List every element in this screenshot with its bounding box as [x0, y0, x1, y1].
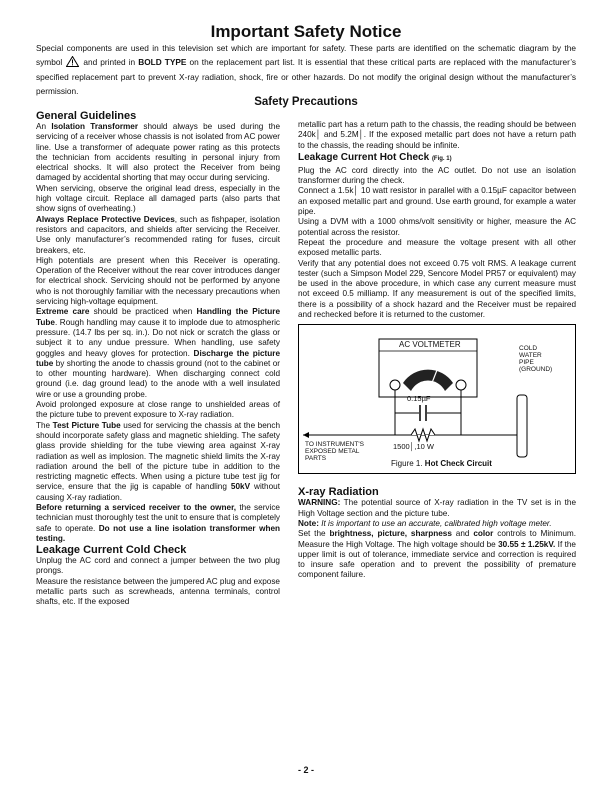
exposure-paragraph: Avoid prolonged exposure at close range to unshielded areas of the picture tube to prevent exposure to X-ray radiation.: [36, 400, 280, 420]
text: The: [36, 420, 53, 430]
discharge-term: Discharge the picture tube: [36, 348, 280, 368]
cold-check-p1: Unplug the AC cord and connect a jumper between the two plug prongs.: [36, 556, 280, 576]
text: . Rough handling may cause it to implode due to atmospheric pressure. (14.7 lbs per sq. in.). Do not nick or scratch the glass or subject it to any undue pressure. When handling, use safety goggles and heavy gloves for protection.: [36, 317, 280, 358]
figure-reference: (Fig. 1): [431, 155, 452, 162]
high-voltage-value: 30.55 ± 1.25kV.: [498, 539, 556, 549]
intro-text-1: Special components are used in this television set which are important for safety. These parts are identified on the schematic diagram by the symbol: [36, 43, 576, 67]
intro-text-2: and printed in: [83, 56, 136, 67]
cold-water-pipe-label: COLD WATER PIPE (GROUND): [519, 345, 553, 374]
meter-scale: [403, 370, 453, 391]
picture-tube-paragraph: [36, 307, 280, 400]
voltmeter-label: AC VOLTMETER: [399, 340, 461, 350]
no-isolation-term: Do not use a line isolation transformer when testing.: [36, 523, 281, 543]
xray-warning: [298, 498, 576, 519]
text: and: [451, 529, 474, 539]
caption-number: Figure 1.: [391, 459, 425, 469]
hot-check-circuit-figure: [298, 324, 576, 474]
figure-caption: [391, 459, 492, 469]
lead-dress-paragraph: When servicing, observe the original lead dress, especially in the high voltage circuit. Replace all damaged parts (also parts that show signs of overheating.): [36, 183, 280, 214]
cold-check-p2-continued: metallic part has a return path to the chassis, the reading should be between 240k│ and 5.2M│. If the exposed metallic part does not have a return path to the chassis, the reading should be infinite.: [298, 120, 576, 150]
controls-term: brightness, picture, sharpness: [329, 529, 452, 539]
isolation-transformer-term: Isolation Transformer: [51, 122, 139, 131]
xray-instructions: [298, 529, 576, 580]
note-label: Note:: [298, 518, 319, 528]
text: , such as fishpaper, isolation resistors and capacitors, and shields after servicing the Receiver. Use only manufacturer’s recommended rating for fuses, circuit breakers, etc.: [36, 214, 280, 255]
water-pipe: [517, 395, 527, 457]
intro-text-3: on the replacement part list. It is essential that these critical parts are replaced with the manufacturer’s specified replacement part to prevent X-ray radiation, shock, fire or other hazards. Do not modify the original design without the manufacturer’s permission.: [36, 56, 577, 96]
instrument-label: TO INSTRUMENT'S EXPOSED METAL PARTS: [305, 441, 364, 463]
text: by shorting the anode to chassis ground (not to the cabinet or to other mounting hardware). When discharging connect cold ground (i.e. dag ground lead) to the anode with a well insulated wire or use a grounding probe.: [36, 358, 280, 399]
color-term: color: [473, 529, 494, 539]
text: used for servicing the chassis at the bench should incorporate safety glass and magnetic shielding. The safety glass provide shielding for the tube viewing area against X-ray radiation as well as implosion. The magnetic shield limits the X-ray radiation around the bell of the picture tube in addition to the restricting magnetic effects. When using a picture tube test jig for service, ensure that the jig is capable of handling: [36, 420, 280, 492]
text: If the upper limit is out of tolerance, immediate service and correction is required to insure safe operation and to prevent the possibility of premature component failure.: [298, 539, 576, 580]
warning-label: WARNING:: [298, 498, 341, 508]
resistor-symbol: [411, 429, 435, 441]
caption-title: Hot Check Circuit: [424, 459, 492, 469]
test-tube-paragraph: [36, 421, 280, 503]
hot-check-p1: Plug the AC cord directly into the AC outlet. Do not use an isolation transformer during the check.: [298, 165, 576, 186]
high-potential-paragraph: High potentials are present when this Receiver is operating. Operation of the Receiver without the rear cover introduces danger for electrical shock. Servicing should not be performed by anyone who is not thoroughly familiar with the necessary precautions when servicing high-voltage equipment.: [36, 255, 280, 307]
hot-check-p4: Repeat the procedure and measure the voltage present with all other exposed metallic parts.: [298, 237, 576, 258]
meter-terminal-left: [390, 380, 400, 390]
warning-triangle-icon: [66, 56, 79, 72]
extreme-care-term: Extreme care: [36, 307, 90, 317]
protective-devices-paragraph: [36, 215, 280, 256]
returning-paragraph: [36, 503, 280, 544]
hot-check-heading: [298, 151, 576, 166]
text: The potential source of X-ray radiation in the TV set is in the High Voltage section and the picture tube.: [298, 498, 576, 518]
handling-term: Handling the Picture Tube: [36, 307, 281, 327]
hot-check-p5: Verify that any potential does not exceed 0.75 volt RMS. A leakage current tester (such a Simpson Model 229, Sencore Model PR57 or equivalent) may be used in the above procedure, in which case any current measure must not exceed 0.5 milliamp. If any measurement is out of the specified limits, there is a possibility of a shock hazard and the Receiver must be repaired and rechecked before it is returned to the customer.: [298, 258, 576, 320]
isolation-paragraph: [36, 122, 280, 184]
hot-check-title: Leakage Current Hot Check: [298, 151, 430, 163]
hot-check-p3: Using a DVM with a 1000 ohms/volt sensitivity or higher, measure the AC potential across the resistor.: [298, 217, 576, 237]
meter-terminal-right: [456, 380, 466, 390]
cold-check-heading: Leakage Current Cold Check: [36, 544, 187, 557]
xray-note: [298, 519, 576, 529]
bold-type-label: BOLD TYPE: [138, 56, 187, 67]
hot-check-p2: Connect a 1.5k│ 10 watt resistor in parallel with a 0.15µF capacitor between an exposed metallic part and ground. Use earth ground, for example a water pipe.: [298, 186, 576, 217]
left-column: [36, 110, 280, 608]
intro-paragraph: [36, 42, 576, 98]
note-text: It is important to use an accurate, calibrated high voltage meter.: [318, 518, 552, 528]
xray-heading: X-ray Radiation: [298, 486, 379, 499]
cold-check-p2: Measure the resistance between the jumpered AC plug and expose metallic parts such as screwheads, antenna terminals, control shafts, etc. If the exposed: [36, 576, 280, 607]
test-picture-tube-term: Test Picture Tube: [52, 420, 121, 430]
page-title: Important Safety Notice: [210, 22, 402, 41]
text: Set the: [298, 529, 330, 539]
returning-term: Before returning a serviced receiver to the owner,: [36, 502, 237, 512]
right-column: [298, 120, 576, 581]
protective-devices-term: Always Replace Protective Devices: [36, 214, 175, 224]
page-number: - 2 -: [297, 765, 314, 775]
precautions-title: Safety Precautions: [254, 96, 358, 108]
text: An: [36, 122, 52, 131]
arrow-head: [303, 432, 309, 438]
kv-value: 50kV: [230, 482, 251, 492]
capacitor-label: 0.15µF: [407, 394, 431, 404]
resistor-label: 1500│,10 W: [393, 442, 434, 452]
text: controls to Minimum. Measure the High Voltage. The high voltage should be: [298, 529, 576, 549]
general-guidelines-heading: General Guidelines: [36, 110, 137, 122]
text: without causing X-ray radiation.: [36, 482, 280, 502]
text: should always be used during the servicing of a receiver whose chassis is not isolated from AC power line. Use a transformer of adequate power rating as this protects the technician from accidents resulting in personal injury from electrical shocks. It will also protect the Receiver from being damaged by accidental shorting that may occur during servicing.: [36, 122, 280, 183]
text: should be practiced when: [89, 307, 197, 317]
text: the service technician must thoroughly test the unit to ensure that is completely safe to operate.: [36, 502, 280, 533]
